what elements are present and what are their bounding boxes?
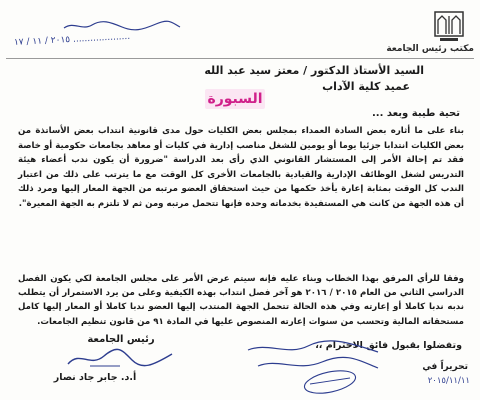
header-divider: [6, 58, 474, 59]
date-value: ٢٠١٥/١١/١١: [427, 376, 470, 386]
reference-scribble: [62, 18, 182, 32]
body-paragraph-2: وفقا للرأي المرفق بهذا الخطاب وبناء عليه فإنه سيتم عرض الأمر على مجلس الجامعة لكي يكون الفصل الدراسي الثاني من العام ٢٠١٥ / ٢٠١٦ هو آخر فصل انتداب بهذه الكيفية وعلى من يرد الاستمرار أن يتطلب ندبه ندبا كاملا أو إعارته وفي هذه الحالة تتحمل الجهة المنتدب إليها العضو ندبا كاملا أو المعار إليها كامل مستحقاته المالية وتحسب من سنوات إعارته المنصوص عليها في المادة ٩١ من قانون تنظيم الجامعات.: [18, 274, 464, 327]
university-emblem-icon: [432, 8, 466, 44]
signatory-title: رئيس الجامعة: [87, 334, 155, 345]
body-paragraph-1: بناء على ما أثاره بعض السادة العمداء بمجلس بعض الكليات حول مدى قانونية انتداب بعض الأساتذة من بعض الكليات انتدابا جزئيا يوما أو يومين للشغل مناصب إدارية في كليات أو معاهد بجامعات حكومية أو خاصة فقد تم إحالة الأمر إلى المستشار القانوني الذي رأى بعد الدراسة "ضرورة أن يكون ندب أعضاء هيئة التدريس لشغل الوظائف الإدارية والقيادية بالجامعات الأخرى كل الوقت مع ما يترتب على ذلك من اعتبار الندب كل الوقت بمثابة إعارة يأخذ حكمها من حيث استحقاق العضو مرتبه من الجهة المعار إليها ومرد ذلك أن هذه الجهة من كانت هي المستفيدة بخدماته وحده فإنها تتحمل مرتبه ومن ثم لا تلتزم به الجهة المعيرة".: [18, 126, 464, 209]
watermark-logo: السبورة: [205, 89, 265, 109]
addressee-title: عميد كلية الآداب: [322, 80, 410, 93]
greeting: تحية طيبة وبعد ...: [372, 108, 460, 119]
reference-number: ٢٠١٥ / ١١ / ١٧ ....................: [13, 31, 131, 48]
date-label: تحريراً في: [422, 362, 468, 372]
addressee-name: السيد الأستاذ الدكتور / معتز سيد عبد الله: [204, 64, 424, 77]
approval-stamp: [238, 336, 388, 394]
closing-line: وتفضلوا بقبول فائق الاحترام ،،: [315, 340, 462, 351]
office-label: مكتب رئيس الجامعة: [386, 44, 474, 54]
signatory-name: أ.د. جابر جاد نصار: [53, 372, 137, 383]
handwritten-signature: [60, 346, 180, 372]
